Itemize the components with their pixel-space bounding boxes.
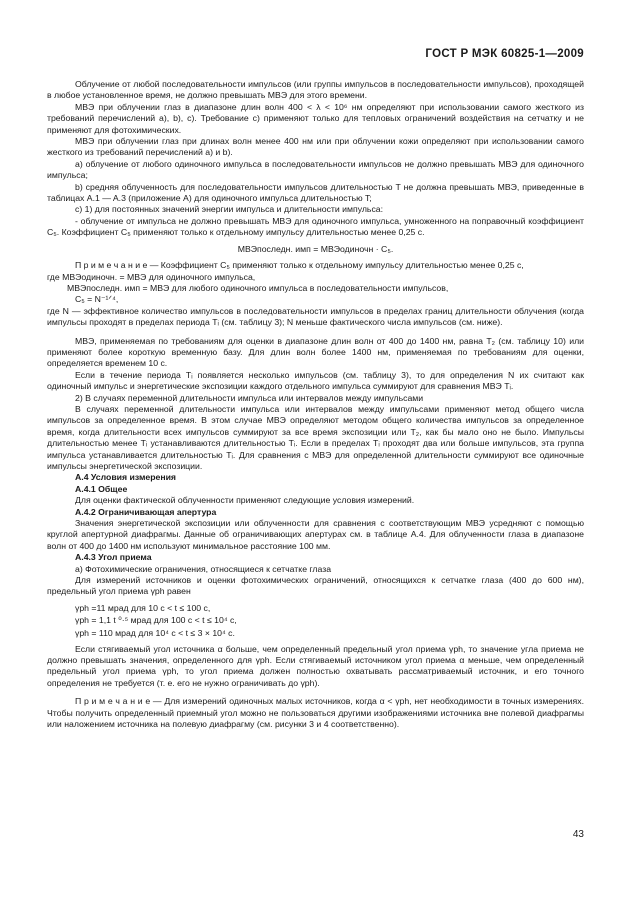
list-item-b: b) средняя облученность для последовательности импульсов длительностью T не должна превышать МВЭ, приведенные в таблицах A.1 — A.3 (приложение А) для одиночного импульса длительностью T; [47, 181, 584, 204]
paragraph: Значения энергетической экспозиции или облученности для сравнения с соответствующим МВЭ усредняют с помощью круглой апертурной диафрагмы. Данные об ограничивающих апертурах см. в таблице A.4. Для облученности глаза в диапазоне волн от 400 до 1400 нм используют минимальное расстояние 100 мм. [47, 518, 584, 551]
subsection-heading: A.4.1 Общее [75, 483, 128, 494]
page-number: 43 [572, 829, 584, 840]
section-heading: A.4 Условия измерения [75, 472, 176, 483]
formula-line: γph =11 мрад для 10 с < t ≤ 100 с, [75, 602, 211, 613]
page-body [47, 79, 584, 731]
paragraph: Если в течение периода Tᵢ появляется несколько импульсов (см. таблицу 3), то для определения N их считают как одиночный импульс и энергетические экспозиции каждого отдельного импульса суммируют для сравнения МВЭ Tᵢ. [47, 369, 584, 392]
paragraph: МВЭ, применяемая по требованиям для оценки в диапазоне длин волн от 400 до 1400 нм, равна T₂ (см. таблицу 10) или применяют более короткую временную базу. Для длин волн более 1400 нм, применяемая по требованиям для оценки, определяется временем 10 с. [47, 335, 584, 369]
definition: где N — эффективное количество импульсов в последовательности импульсов в пределах границ длительности облучения (когда импульсы проходят в пределах периода Tᵢ (см. таблицу 3); N меньше фактического числа импульсов (см. ниже). [47, 305, 584, 328]
paragraph: Для измерений источников и оценки фотохимических ограничений, относящихся к сетчатке глаза (400 до 600 нм), предельный угол приема γph равен [47, 575, 584, 597]
list-item-a: a) облучение от любого одиночного импульса в последовательности импульсов не должно превышать МВЭ для одиночного импульса; [47, 158, 584, 181]
formula-block [47, 602, 584, 640]
formula-c5-definition: C₅ = N⁻¹ᐟ⁴, [75, 294, 119, 305]
standard-header: ГОСТ Р МЭК 60825-1—2009 [425, 48, 584, 60]
note: П р и м е ч а н и е — Коэффициент C₅ применяют только к отдельному импульсу длительностью менее 0,25 с, [75, 260, 524, 271]
paragraph: - облучение от импульса не должно превышать МВЭ для одиночного импульса, умноженного на поправочный коэффициент C₅. Коэффициент C₅ применяют только к отдельному импульсу длительностью менее 0,25 с. [47, 215, 584, 238]
formula-c5: МВЭпоследн. имп = МВЭодиночн · C₅. [237, 243, 394, 254]
definition: где МВЭодиночн. = МВЭ для одиночного импульса, [47, 271, 256, 282]
formula-line: γph = 110 мрад для 10⁴ с < t ≤ 3 × 10⁴ с. [75, 628, 235, 639]
paragraph: МВЭ при облучении глаз при длинах волн менее 400 нм или при облучении кожи определяют при использовании самого жесткого из требований перечислений а) и b). [47, 136, 584, 158]
list-item-c1: c) 1) для постоянных значений энергии импульса и длительности импульса: [75, 204, 384, 215]
formula-line: γph = 1,1 t ⁰·⁵ мрад для 100 с < t ≤ 10⁴ с, [75, 615, 237, 626]
subsection-heading: A.4.2 Ограничивающая апертура [75, 506, 217, 517]
paragraph: Для оценки фактической облученности применяют следующие условия измерений. [75, 495, 415, 506]
paragraph: В случаях переменной длительности импульса или интервалов между импульсами применяют метод общего числа импульсов за определенное время. В этом случае МВЭ определяют методом общего количества импульсов за определенное время, когда длительности всех импульсов суммируют за все время экспозиции или T₂, как бы мало оно не было. Импульсы длительностью менее Tᵢ устанавливаются длительностью Tᵢ. Если в пределах Tᵢ проходят два или больше импульсов, эта группа импульса устанавливается длительностью Tᵢ. Для сравнения с МВЭ для определенной длительности суммируют все одиночные импульсы энергетической экспозиции. [47, 403, 584, 471]
paragraph: Если стягиваемый угол источника α больше, чем определенный предельный угол приема γph, то значение угла приема не должно превышать значения, определенного для γph. Если стягиваемый источником угол приема α меньше, чем определенный предельный угол приема γph, то угол приема должен полностью охватывать рассматриваемый источник, и его точного определения не требуется (т. е. его не нужно ограничивать до γph). [47, 643, 584, 688]
paragraph: Облучение от любой последовательности импульсов (или группы импульсов в последовательности импульсов), проходящей в любое установленное время, не должно превышать МВЭ для этого времени. [47, 79, 584, 101]
paragraph: МВЭ при облучении глаз в диапазоне длин волн 400 < λ < 10⁶ нм определяют при использовании самого жесткого из требований перечислений а), b), c). Требование c) применяют только для тепловых ограничений воздействия на сетчатку и не применяют для фотохимических. [47, 101, 584, 135]
list-item-a: a) Фотохимические ограничения, относящиеся к сетчатке глаза [75, 563, 332, 574]
note: П р и м е ч а н и е — Для измерений одиночных малых источников, когда α < γph, нет необходимости в точных измерениях. Чтобы получить определенный приемный угол можно не пользоваться другими изображениями источника вне полевой диафрагмы или наложением источника на полевую диафрагму (см. рисунки 3 и 4 соответственно). [47, 696, 584, 730]
list-item-c2: 2) В случаях переменной длительности импульса или интервалов между импульсами [75, 392, 424, 403]
subsection-heading: A.4.3 Угол приема [75, 552, 152, 563]
definition: МВЭпоследн. имп = МВЭ для любого одиночного импульса в последовательности импульсов, [67, 282, 449, 293]
